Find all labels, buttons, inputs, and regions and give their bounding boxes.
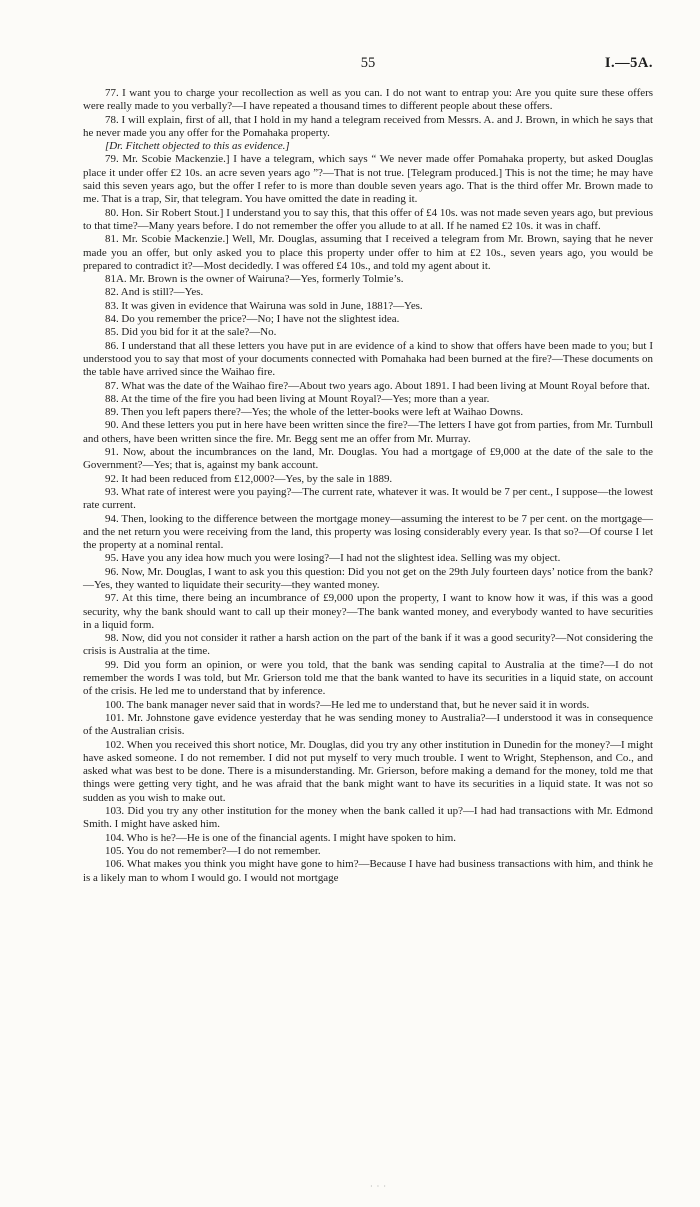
paragraph-103: 103. Did you try any other institution for the money when the bank called it up?—I had had transactions with Mr. Edmond Smith. I might have asked him. [83, 805, 653, 831]
evidence-text [83, 87, 653, 885]
paragraph-87: 87. What was the date of the Waihao fire?—About two years ago. About 1891. I had been living at Mount Royal before that. [105, 379, 650, 392]
paragraph-86: 86. I understand that all these letters you have put in are evidence of a kind to show that offers have been made to you; but I understood you to say that most of your documents connected with Pomahaka had been burned at the fire?—These documents on the table have arrived since the Waihao fire. [83, 339, 653, 379]
paragraph-78: 78. I will explain, first of all, that I hold in my hand a telegram received from Messrs. A. and J. Brown, in which he says that he never made you any offer for the Pomahaka property. [83, 113, 653, 139]
page-number: 55 [360, 55, 376, 71]
paragraph-101: 101. Mr. Johnstone gave evidence yesterday that he was sending money to Australia?—I understood it was in consequence of the Australian crisis. [83, 711, 653, 738]
document-page [83, 55, 653, 885]
page-header [83, 55, 653, 87]
paragraph-98: 98. Now, did you not consider it rather a harsh action on the part of the bank if it was a good security?—Not considering the crisis is Australia at the time. [83, 632, 653, 658]
paragraph-105: 105. You do not remember?—I do not remember. [105, 844, 321, 857]
paragraph-92: 92. It had been reduced from £12,000?—Yes, by the sale in 1889. [105, 472, 393, 485]
paragraph-80: 80. Hon. Sir Robert Stout.] I understand you to say this, that this offer of £4 10s. was not made seven years ago, but previous to that time?—Many years before. I do not remember the offer you allude to at all. If he named £2 10s. it was in chaff. [83, 206, 653, 232]
paragraph-88: 88. At the time of the fire you had been living at Mount Royal?—Yes; more than a year. [105, 392, 490, 405]
paragraph-91: 91. Now, about the incumbrances on the land, Mr. Douglas. You had a mortgage of £9,000 at the date of the sale to the Government?—Yes; that is, against my bank account. [83, 446, 653, 472]
paragraph-81: 81. Mr. Scobie Mackenzie.] Well, Mr. Douglas, assuming that I received a telegram from Mr. Brown, saying that he never made you an offer, but only asked you to place this property under offer to him at £2 10s., seven years ago, you would be prepared to contradict it?—Most decidedly. I was offered £4 10s., and told my agent about it. [83, 233, 653, 272]
paragraph-95: 95. Have you any idea how much you were losing?—I had not the slightest idea. Selling was my object. [105, 552, 561, 565]
paragraph-82: 82. And is still?—Yes. [105, 286, 204, 299]
paragraph-104: 104. Who is he?—He is one of the financial agents. I might have spoken to him. [105, 831, 456, 844]
paragraph-106: 106. What makes you think you might have gone to him?—Because I have had business transactions with him, and think he is a likely man to whom I would go. I would not mortgage [83, 858, 653, 884]
paragraph-96: 96. Now, Mr. Douglas, I want to ask you this question: Did you not get on the 29th July fourteen days’ notice from the bank?—Yes, they wanted to liquidate their security—they wanted money. [83, 565, 653, 591]
paragraph-93: 93. What rate of interest were you paying?—The current rate, whatever it was. It would be 7 per cent., I suppose—the lowest rate current. [83, 485, 653, 512]
paragraph-97: 97. At this time, there being an incumbrance of £9,000 upon the property, I want to know how it was, if this was a good security, why the bank should want to call up their money?—The bank wanted money, and everybody wanted to have securities in a liquid form. [83, 592, 653, 631]
paragraph-94: 94. Then, looking to the difference between the mortgage money—assuming the interest to be 7 per cent. on the mortgage—and the net return you were receiving from the land, this property was losing considerably every year. Is that so?—Of course I let the property at a nominal rental. [83, 512, 653, 552]
document-reference: I.—5A. [604, 55, 653, 71]
paragraph-83: 83. It was given in evidence that Wairuna was sold in June, 1881?—Yes. [105, 299, 423, 312]
paragraph-objection: [Dr. Fitchett objected to this as evidence.] [105, 140, 290, 153]
print-mark: · · · [370, 1182, 387, 1191]
paragraph-85: 85. Did you bid for it at the sale?—No. [105, 326, 277, 339]
paragraph-81a: 81A. Mr. Brown is the owner of Wairuna?—Yes, formerly Tolmie’s. [105, 273, 404, 286]
paragraph-84: 84. Do you remember the price?—No; I have not the slightest idea. [105, 313, 400, 326]
paragraph-102: 102. When you received this short notice, Mr. Douglas, did you try any other institution in Dunedin for the money?—I might have asked someone. I do not remember. I did not put myself to very much trouble. I went to Wright, Stephenson, and Co., and asked what was best to be done. There is a misunderstanding. Mr. Grierson, before making a demand for the money, told me that things were getting very tight, and he was afraid that the bank might want to have its securities in a liquid state. It was not so sudden as you wish to make out. [83, 738, 653, 804]
paragraph-90: 90. And these letters you put in here have been written since the fire?—The letters I have got from parties, from Mr. Turnbull and others, have been written since the fire. Mr. Begg sent me an offer from Mr. Murray. [83, 419, 653, 445]
paragraph-89: 89. Then you left papers there?—Yes; the whole of the letter-books were left at Waihao Downs. [105, 406, 524, 419]
paragraph-99: 99. Did you form an opinion, or were you told, that the bank was sending capital to Australia at the time?—I do not remember the words I was told, but Mr. Grierson told me that the bank wanted to have its securities in a liquid state, on account of the crisis. He led me to understand that by inference. [83, 658, 653, 698]
paragraph-79: 79. Mr. Scobie Mackenzie.] I have a telegram, which says “ We never made offer Pomahaka property, but asked Douglas place it under offer £2 10s. an acre seven years ago ”?—That is not true. [Telegram produced.] This is not the time; he may have said this seven years ago, but the offer I refer to is more than double seven years ago. That is the third offer Mr. Brown made to me. That is a trap, Sir, that telegram. You have omitted the date in reading it. [83, 153, 653, 206]
paragraph-77: 77. I want you to charge your recollection as well as you can. I do not want to entrap you: Are you quite sure these offers were really made to you verbally?—I have repeated a thousand times to different people about these offers. [83, 87, 653, 113]
paragraph-100: 100. The bank manager never said that in words?—He led me to understand that, but he never said it in words. [105, 698, 590, 711]
